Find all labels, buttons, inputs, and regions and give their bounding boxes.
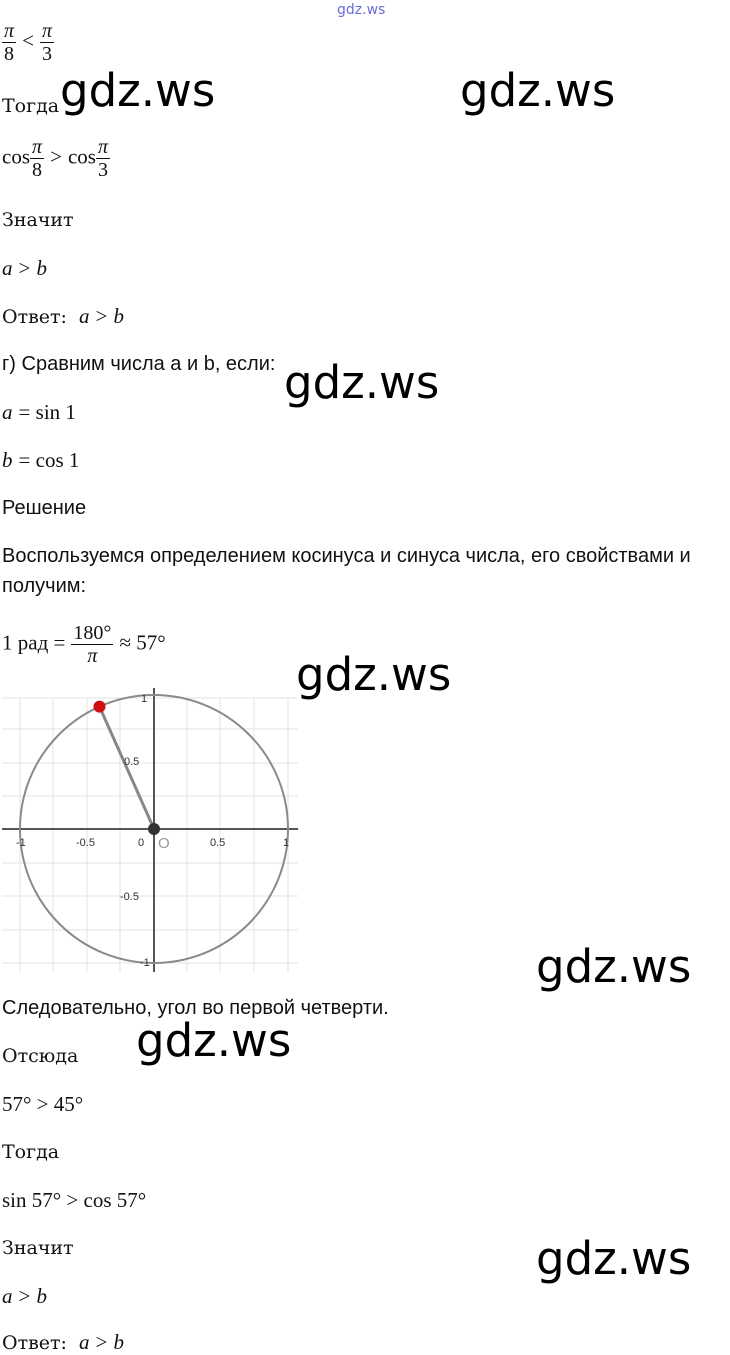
numerator: π [41,20,52,42]
denominator: 8 [32,159,43,181]
angle-point [93,701,105,713]
answer-label: Ответ: [2,306,67,328]
tick-x-1: 1 [283,837,290,849]
tick-x-neg0.5: -0.5 [76,837,95,849]
fraction-pi-3 [96,136,110,181]
watermark: gdz.ws [296,648,452,701]
paragraph-line-2: получим: [2,575,87,597]
fraction-pi-8 [2,20,16,65]
task-g-heading: г) Сравним числа a и b, если: [2,353,276,375]
var-b: b [36,256,47,280]
var-a: a [79,1330,90,1354]
watermark: gdz.ws [536,1232,692,1285]
cos-label: cos [2,144,30,169]
var-a: a [2,256,13,280]
numerator: π [97,136,108,158]
watermark: gdz.ws [536,940,692,993]
var-a: a [2,400,13,424]
cos-label: cos [67,144,96,169]
text-otsyuda: Отсюда [2,1045,79,1067]
tick-x-0.5: 0.5 [210,837,226,849]
header-watermark: gdz.ws [337,2,386,18]
denominator: 8 [4,43,15,65]
inequality-cos [2,136,110,181]
operator: > [95,1330,108,1354]
operator: > [18,1284,31,1308]
inequality-sin-cos-57: sin 57° > cos 57° [2,1188,147,1212]
radian-conversion [2,622,166,667]
watermark: gdz.ws [136,1014,292,1067]
equation-a-sin1 [2,400,76,425]
watermark: gdz.ws [60,64,216,117]
radian-right: ≈ 57° [119,630,166,655]
inequality-57-45: 57° > 45° [2,1092,84,1116]
text-reshenie: Решение [2,497,87,519]
denominator: π [87,645,98,667]
equation-rhs: = sin 1 [18,400,76,424]
origin-label: O [158,835,170,852]
denominator: 3 [41,43,52,65]
var-a: a [79,304,90,328]
text-togda-2: Тогда [2,1141,60,1163]
var-a: a [2,1284,13,1308]
text-znachit-2: Значит [2,1237,74,1259]
tick-y-neg0.5: -0.5 [120,891,139,903]
equation-b-cos1 [2,448,79,473]
tick-y-0.5: 0.5 [124,756,140,768]
operator: > [95,304,108,328]
denominator: 3 [97,159,108,181]
watermark: gdz.ws [284,356,440,409]
var-b: b [2,448,13,472]
tick-x-neg1: -1 [16,837,26,849]
inequality-pi-fractions [2,20,54,65]
paragraph-line-1: Воспользуемся определением косинуса и синуса числа, его свойствами и [2,545,691,567]
tick-y-1: 1 [141,693,148,705]
answer-label: Ответ: [2,1332,67,1354]
var-b: b [113,1330,124,1354]
fraction-pi-3 [40,20,54,65]
answer-2 [2,1330,124,1355]
tick-x-0: 0 [138,837,145,849]
numerator: π [4,20,15,42]
radian-left: 1 рад = [2,630,66,655]
origin-point [148,823,160,835]
watermark: gdz.ws [460,64,616,117]
numerator: 180° [73,622,112,644]
equation-rhs: = cos 1 [18,448,80,472]
unit-circle-graph [2,688,298,972]
numerator: π [32,136,43,158]
text-conclusion-quarter: Следовательно, угол во первой четверти. [2,997,389,1019]
operator: < [22,28,34,53]
answer-1 [2,304,124,329]
operator: > [50,144,62,169]
fraction-pi-8 [30,136,44,181]
operator: > [18,256,31,280]
result-a-gt-b-1 [2,256,47,281]
result-a-gt-b-2 [2,1284,47,1309]
tick-y-neg1: -1 [140,957,150,969]
text-togda-1: Тогда [2,95,60,117]
var-b: b [36,1284,47,1308]
var-b: b [113,304,124,328]
text-znachit-1: Значит [2,209,74,231]
fraction-180-pi [71,622,113,667]
